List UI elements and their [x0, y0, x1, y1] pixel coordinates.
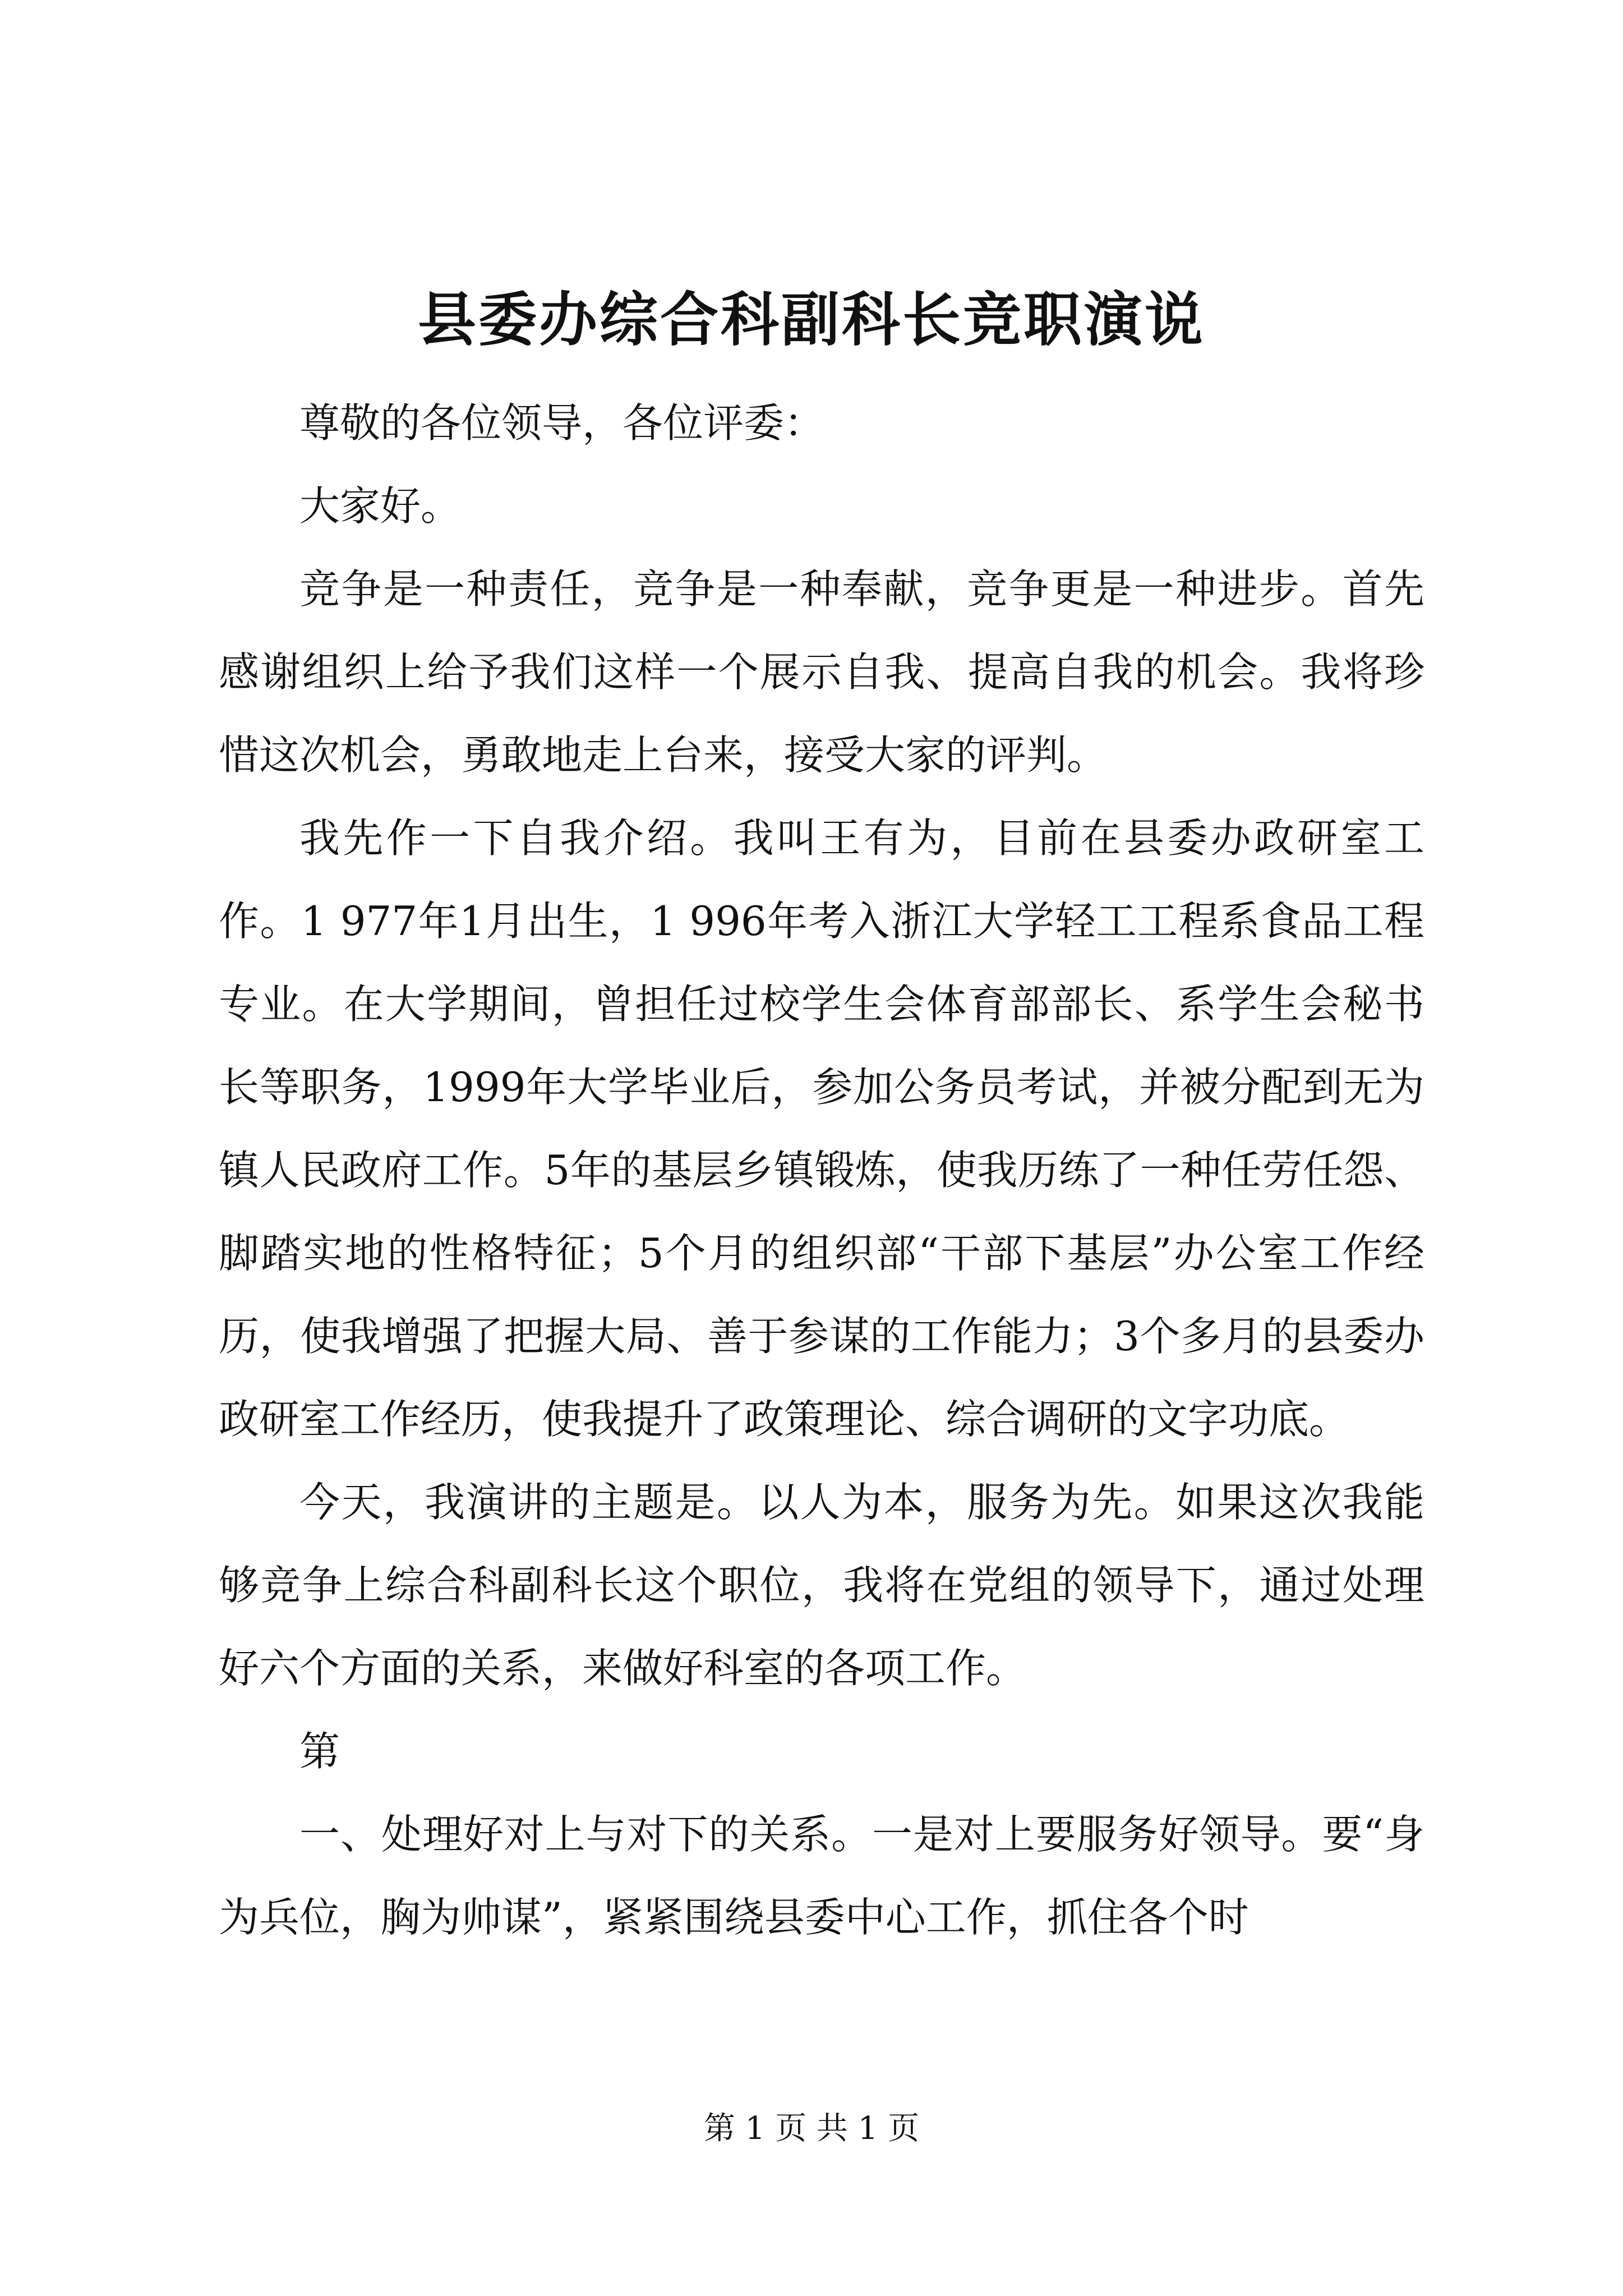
document-body	[219, 381, 1424, 1959]
paragraph-section-marker: 第	[299, 1728, 340, 1775]
paragraph-salutation: 尊敬的各位领导，各位评委：	[299, 399, 825, 447]
page-footer: 第 1 页 共 1 页	[703, 2110, 920, 2147]
paragraph-theme: 今天，我演讲的主题是。以人为本，服务为先。如果这次我能够竞争上综合科副科长这个职位，我将在党组的领导下，通过处理好六个方面的关系，来做好科室的各项工作。	[219, 1479, 1424, 1692]
document-title: 县委办综合科副科长竞职演说	[417, 285, 1205, 354]
paragraph-intro: 竞争是一种责任，竞争是一种奉献，竞争更是一种进步。首先感谢组织上给予我们这样一个展示自我、提高自我的机会。我将珍惜这次机会，勇敢地走上台来，接受大家的评判。	[219, 565, 1424, 779]
paragraph-self-introduction: 我先作一下自我介绍。我叫王有为，目前在县委办政研室工作。1 977年1月出生，1 996年考入浙江大学轻工工程系食品工程专业。在大学期间，曾担任过校学生会体育部部长、系学生会秘书长等职务，1999年大学毕业后，参加公务员考试，并被分配到无为镇人民政府工作。5年的基层乡镇锻炼，使我历练了一种任劳任怨、脚踏实地的性格特征；5个月的组织部“干部下基层”办公室工作经历，使我增强了把握大局、善于参谋的工作能力；3个多月的县委办政研室工作经历，使我提升了政策理论、综合调研的文字功底。	[219, 815, 1424, 1443]
paragraph-section-one: 一、处理好对上与对下的关系。一是对上要服务好领导。要“身为兵位，胸为帅谋”，紧紧围绕县委中心工作，抓住各个时	[219, 1811, 1424, 1941]
paragraph-greeting: 大家好。	[299, 482, 462, 530]
